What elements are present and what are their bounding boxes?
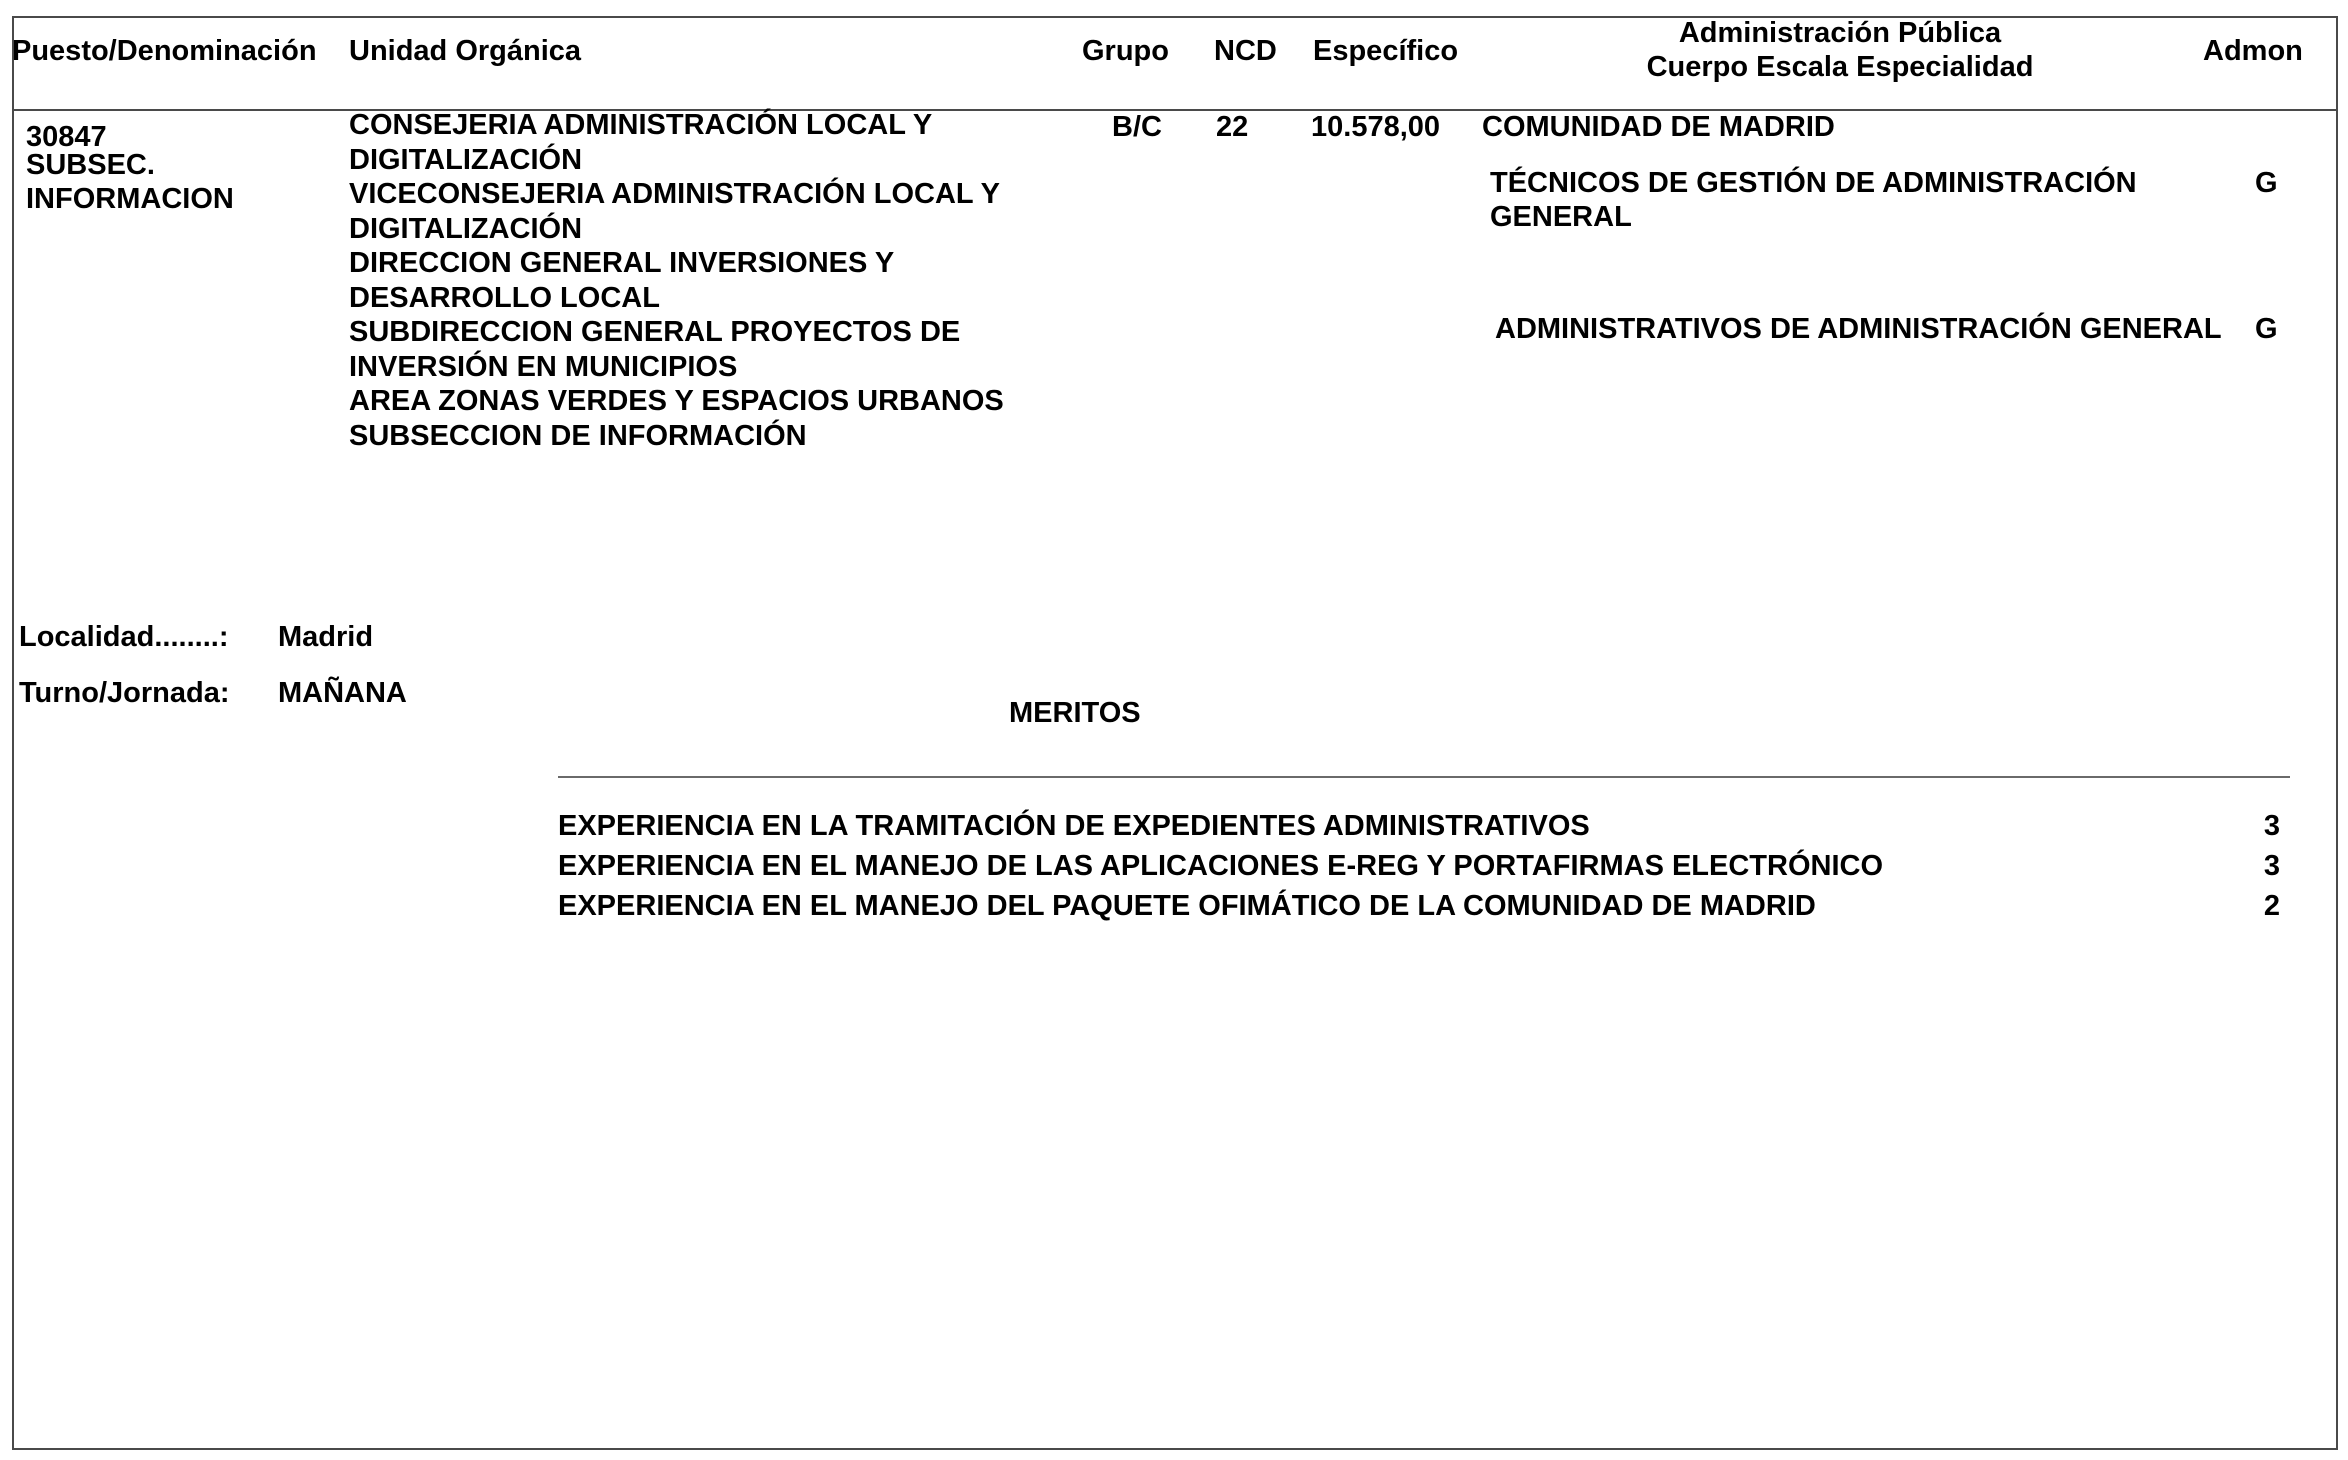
merit-points: 2 bbox=[2263, 890, 2280, 922]
unit-line: SUBDIRECCION GENERAL PROYECTOS DE bbox=[349, 316, 961, 348]
header-ncd: NCD bbox=[1214, 35, 1277, 67]
cuerpo-2-line1: ADMINISTRATIVOS DE ADMINISTRACIÓN GENERAL bbox=[1495, 313, 2222, 345]
turno-label: Turno/Jornada: bbox=[19, 677, 230, 709]
unit-line: DIGITALIZACIÓN bbox=[349, 144, 583, 176]
unit-line: DIGITALIZACIÓN bbox=[349, 213, 583, 245]
unit-line: DIRECCION GENERAL INVERSIONES Y bbox=[349, 247, 895, 279]
position-administracion: COMUNIDAD DE MADRID bbox=[1482, 111, 1835, 143]
position-name-line1: SUBSEC. bbox=[26, 149, 155, 181]
localidad-value: Madrid bbox=[278, 621, 374, 653]
meritos-divider bbox=[558, 776, 2290, 778]
position-ncd: 22 bbox=[1216, 111, 1249, 143]
merit-item bbox=[558, 846, 2280, 886]
merit-points: 3 bbox=[2263, 810, 2280, 842]
position-grupo: B/C bbox=[1112, 111, 1162, 143]
header-admon: Admon bbox=[2203, 35, 2303, 67]
merit-description: EXPERIENCIA EN LA TRAMITACIÓN DE EXPEDIENTES ADMINISTRATIVOS bbox=[558, 810, 1590, 842]
merit-item bbox=[558, 806, 2280, 846]
merit-description: EXPERIENCIA EN EL MANEJO DE LAS APLICACIONES E-REG Y PORTAFIRMAS ELECTRÓNICO bbox=[558, 850, 1884, 882]
unit-line: SUBSECCION DE INFORMACIÓN bbox=[349, 420, 807, 452]
merit-item bbox=[558, 886, 2280, 926]
header-puesto: Puesto/Denominación bbox=[12, 35, 317, 67]
position-name-line2: INFORMACION bbox=[26, 183, 234, 215]
unit-line: INVERSIÓN EN MUNICIPIOS bbox=[349, 351, 738, 383]
cuerpo-1-admon: G bbox=[2255, 167, 2278, 199]
localidad-label: Localidad........: bbox=[19, 621, 229, 653]
header-cuerpo-escala: Cuerpo Escala Especialidad bbox=[1646, 51, 2034, 83]
merit-points: 3 bbox=[2263, 850, 2280, 882]
merit-description: EXPERIENCIA EN EL MANEJO DEL PAQUETE OFIMÁTICO DE LA COMUNIDAD DE MADRID bbox=[558, 890, 1816, 922]
cuerpo-1-line2: GENERAL bbox=[1490, 201, 1632, 233]
turno-value: MAÑANA bbox=[278, 677, 407, 709]
cuerpo-2-admon: G bbox=[2255, 313, 2278, 345]
position-code: 30847 bbox=[26, 121, 107, 153]
header-administracion: Administración Pública bbox=[1678, 17, 2002, 49]
unit-line: VICECONSEJERIA ADMINISTRACIÓN LOCAL Y bbox=[349, 178, 1000, 210]
unit-line: CONSEJERIA ADMINISTRACIÓN LOCAL Y bbox=[349, 109, 933, 141]
header-unidad: Unidad Orgánica bbox=[349, 35, 582, 67]
header-grupo: Grupo bbox=[1082, 35, 1169, 67]
cuerpo-1-line1: TÉCNICOS DE GESTIÓN DE ADMINISTRACIÓN bbox=[1490, 167, 2137, 199]
unit-line: AREA ZONAS VERDES Y ESPACIOS URBANOS bbox=[349, 385, 1004, 417]
unit-line: DESARROLLO LOCAL bbox=[349, 282, 660, 314]
position-especifico: 10.578,00 bbox=[1311, 111, 1441, 143]
header-especifico: Específico bbox=[1313, 35, 1459, 67]
meritos-title: MERITOS bbox=[1009, 697, 1141, 729]
